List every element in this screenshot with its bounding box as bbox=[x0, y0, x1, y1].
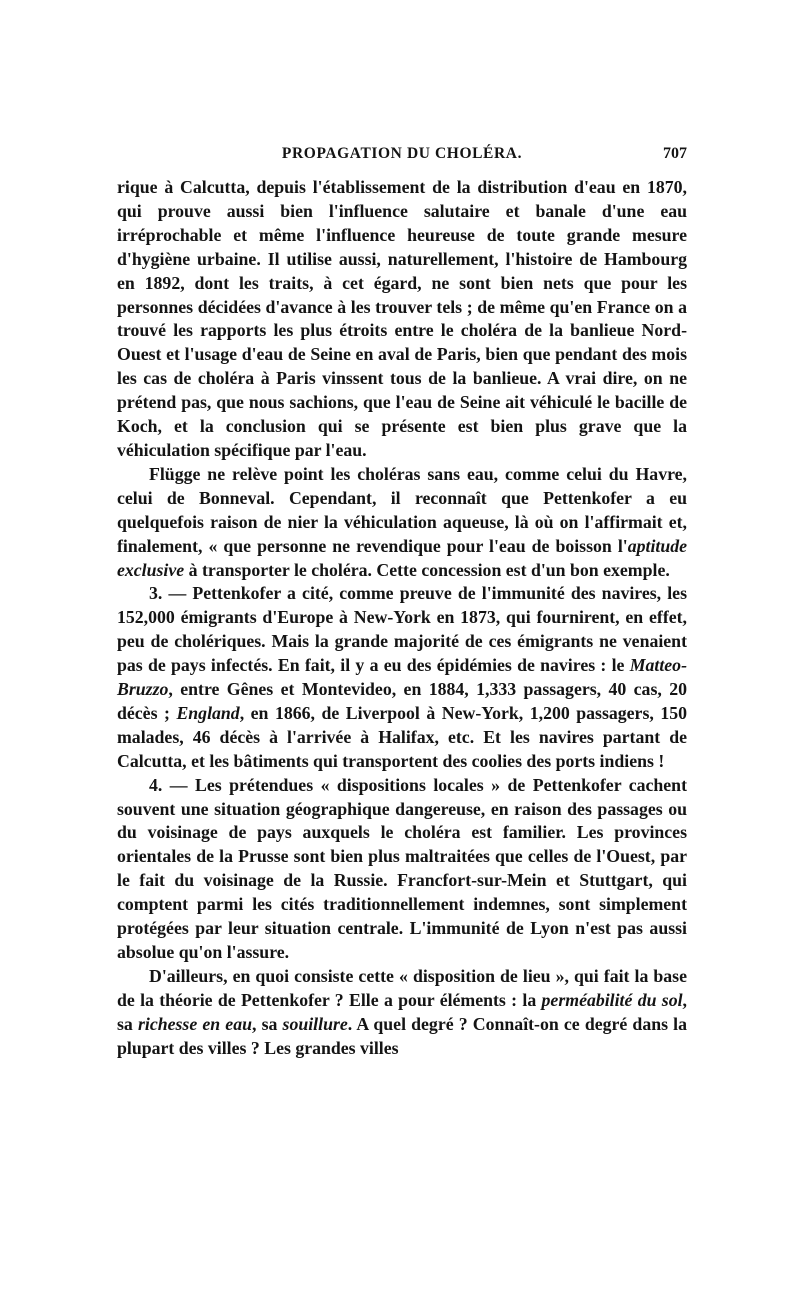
paragraph bbox=[117, 463, 687, 583]
page-header bbox=[117, 145, 687, 171]
text-run: . A quel degré ? Connaît-on ce degré dans la plupart des villes ? Les grandes villes bbox=[117, 1013, 688, 1058]
text-run: , sa bbox=[117, 989, 687, 1034]
page-number: 707 bbox=[663, 145, 687, 162]
text-run: 3. — Pettenkofer a cité, comme preuve de l'immunité des navires, les 152,000 émigrants d'Europe à New-York en 1873, qui fournirent, en effet, peu de cholériques. Mais la grande majorité de ces émigrants ne venaient pas de pays infectés. En fait, il y a eu des épidémies de navires : le bbox=[117, 583, 687, 676]
paragraph bbox=[117, 582, 687, 773]
italic-phrase: aptitude exclusive bbox=[117, 535, 687, 580]
paragraph bbox=[117, 965, 687, 1061]
body-text bbox=[117, 176, 687, 1061]
text-run: Flügge ne relève point les choléras sans eau, comme celui du Havre, celui de Bonneval. Cependant, il reconnaît que Pettenkofer a eu quelquefois raison de nier la véhiculation aqueuse, là où on l'affirmait et, finalement, « que personne ne revendique pour l'eau de boisson l' bbox=[117, 463, 687, 556]
running-title: PROPAGATION DU CHOLÉRA. bbox=[281, 145, 523, 162]
text-run: rique à Calcutta, depuis l'établissement de la distribution d'eau en 1870, qui prouve aussi bien l'influence salutaire et banale d'une eau irréprochable et même l'influence heureuse de toute grande mesure d'hygiène urbaine. Il utilise aussi, naturellement, l'histoire de Hambourg en 1892, dont les traits, à cet égard, ne sont bien nets que pour les personnes décidées d'avance à les trouver tels ; de même qu'en France on a trouvé les rapports les plus étroits entre le choléra de la banlieue Nord-Ouest et l'usage d'eau de Seine en aval de Paris, bien que pendant des mois les cas de choléra à Paris vinssent tous de la banlieue. A vrai dire, on ne prétend pas, que nous sachions, que l'eau de Seine ait véhiculé le bacille de Koch, et la conclusion qui se présente est bien plus grave que la véhiculation spécifique par l'eau. bbox=[117, 177, 687, 460]
text-run: D'ailleurs, en quoi consiste cette « disposition de lieu », qui fait la base de la théorie de Pettenkofer ? Elle a pour éléments : la bbox=[117, 965, 687, 1010]
paragraph bbox=[117, 774, 687, 965]
text-run: 4. — Les prétendues « dispositions locales » de Pettenkofer cachent souvent une situation géographique dangereuse, en raison des passages ou du voisinage de pays auxquels le choléra est familier. Les provinces orientales de la Prusse sont bien plus maltraitées que celles de l'Ouest, par le fait du voisinage de la Russie. Francfort-sur-Mein et Stuttgart, qui comptent parmi les cités traditionnellement indemnes, sont simplement protégées par leur situation centrale. L'immunité de Lyon n'est pas aussi absolue qu'on l'assure. bbox=[117, 774, 687, 962]
text-run: , en 1866, de Liverpool à New-York, 1,200 passagers, 150 malades, 46 décès à l'arrivée à Halifax, etc. Et les navires partant de Calcutta, et les bâtiments qui transportent des coolies des ports indiens ! bbox=[117, 702, 687, 771]
italic-phrase: richesse en eau bbox=[137, 1013, 252, 1034]
paragraph bbox=[117, 176, 687, 463]
text-run: , sa bbox=[251, 1013, 283, 1034]
text-run: à transporter le choléra. Cette concession est d'un bon exemple. bbox=[184, 559, 670, 580]
italic-phrase: perméabilité du sol bbox=[541, 989, 683, 1010]
italic-phrase: England bbox=[176, 702, 240, 723]
italic-phrase: souillure bbox=[282, 1013, 348, 1034]
italic-phrase: Matteo-Bruzzo bbox=[117, 655, 687, 700]
text-run: , entre Gênes et Montevideo, en 1884, 1,333 passagers, 40 cas, 20 décès ; bbox=[117, 679, 687, 723]
